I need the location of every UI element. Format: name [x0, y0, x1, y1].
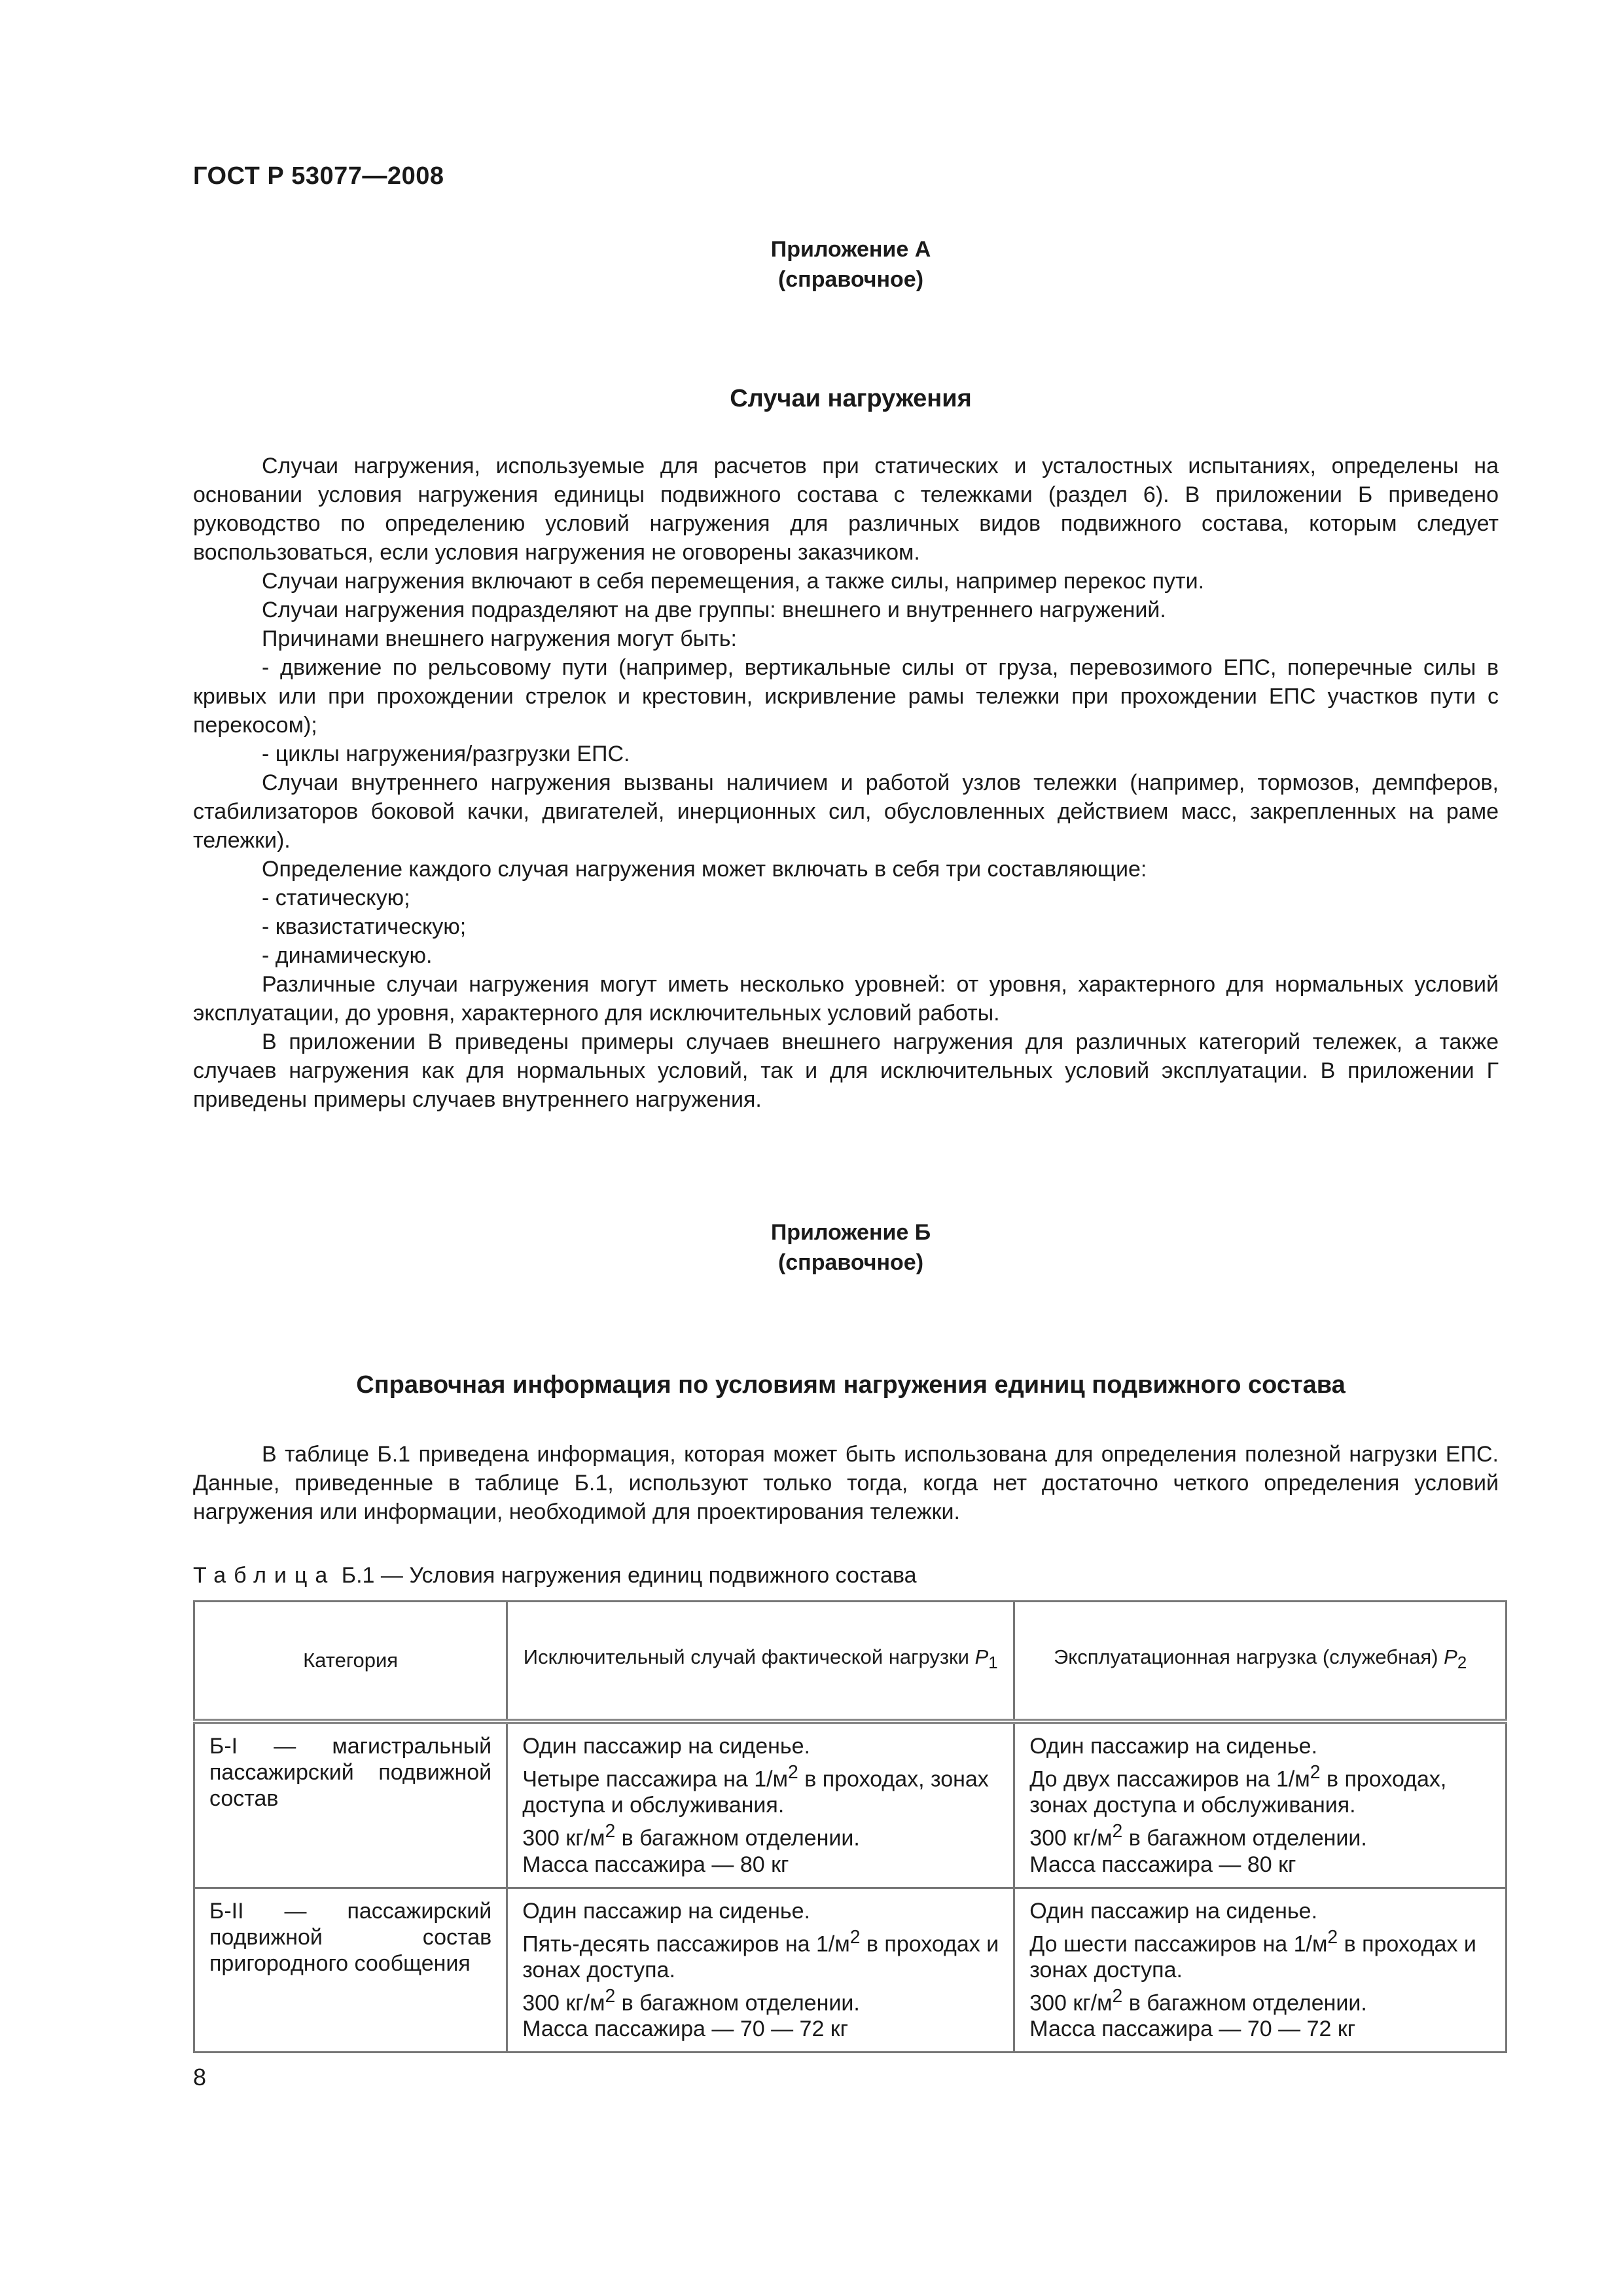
cell-text: в проходах, зонах доступа и обслуживания.	[1029, 1767, 1447, 1818]
cell-p2	[1014, 1888, 1507, 2053]
appendix-a-body	[193, 452, 1499, 1114]
header-p1-symbol: P	[974, 1645, 989, 1669]
cell-line	[522, 1759, 999, 1818]
cell-text: 300 кг/м	[1029, 1825, 1113, 1851]
paragraph: Случаи нагружения подразделяют на две группы: внешнего и внутреннего нагружений.	[262, 598, 1166, 622]
cell-text: 300 кг/м	[522, 1825, 605, 1851]
paragraph: Различные случаи нагружения могут иметь несколько уровней: от уровня, характерного для нормальных условий эксплуатации, до уровня, характерного для исключительных условий работы.	[193, 972, 1499, 1026]
appendix-a-heading-block	[0, 234, 1623, 295]
cell-line: Масса пассажира — 70 — 72 кг	[522, 2017, 849, 2042]
list-item: - динамическую.	[262, 943, 433, 968]
list-item: - движение по рельсовому пути (например, вертикальные силы от груза, перевозимого ЕПС, поперечные силы в кривых или при прохождении стрелок и крестовин, искривление рамы тележки при прохождении ЕПС участков пути с перекосом);	[193, 655, 1499, 738]
superscript: 2	[1112, 1821, 1123, 1842]
cell-line	[1029, 1759, 1491, 1818]
paragraph: Причинами внешнего нагружения могут быть:	[262, 626, 737, 651]
appendix-b-subtitle: (справочное)	[777, 1250, 924, 1275]
appendix-a-section-title-block	[0, 385, 1623, 413]
cell-line	[1029, 1924, 1491, 1983]
appendix-b-title: Приложение Б	[770, 1220, 931, 1245]
table-caption-text: Б.1 — Условия нагружения единиц подвижного состава	[341, 1563, 917, 1588]
cell-text: в проходах, зонах доступа и обслуживания.	[522, 1767, 989, 1818]
cell-text: 300 кг/м	[522, 1990, 605, 2016]
header-p2	[1014, 1602, 1507, 1722]
superscript: 2	[605, 1985, 616, 2007]
cell-p1	[507, 1721, 1014, 1888]
header-p2-symbol: P	[1444, 1645, 1457, 1669]
table-caption-label: Таблица	[193, 1563, 336, 1588]
cell-text: 300 кг/м	[1029, 1990, 1113, 2016]
table-row	[194, 1888, 1507, 2053]
header-p2-text: Эксплуатационная нагрузка (служебная)	[1054, 1645, 1438, 1669]
superscript: 2	[849, 1926, 861, 1948]
cell-line: Один пассажир на сиденье.	[522, 1898, 810, 1924]
cell-line	[1029, 1818, 1491, 1851]
paragraph: Случаи нагружения, используемые для расчетов при статических и усталостных испытаниях, определены на основании условия нагружения единицы подвижного состава с тележками (раздел 6). В приложении Б приведено руководство по определению условий нагружения для различных видов подвижного состава, которым следует воспользоваться, если условия нагружения не оговорены заказчиком.	[193, 454, 1499, 565]
appendix-b-body	[193, 1440, 1499, 1526]
cell-p1	[507, 1888, 1014, 2053]
appendix-b-section-title: Справочная информация по условиям нагружения единиц подвижного состава	[356, 1371, 1346, 1399]
appendix-a-subtitle: (справочное)	[777, 267, 924, 292]
cell-text: Пять-десять пассажиров на 1/м	[522, 1931, 850, 1956]
cell-line: Масса пассажира — 80 кг	[522, 1852, 789, 1877]
header-p1	[507, 1602, 1014, 1722]
cell-line: Один пассажир на сиденье.	[1029, 1898, 1318, 1924]
cell-p2	[1014, 1721, 1507, 1888]
cell-line	[522, 1818, 999, 1851]
cell-text: в багажном отделении.	[1122, 1825, 1367, 1851]
header-category: Категория	[194, 1602, 507, 1722]
cell-line	[522, 1983, 999, 2016]
cell-text: в багажном отделении.	[615, 1990, 860, 2016]
appendix-a-title: Приложение А	[770, 237, 931, 262]
cell-line: Масса пассажира — 80 кг	[1029, 1852, 1296, 1877]
table-caption	[193, 1563, 917, 1588]
appendix-b-section-title-block	[0, 1371, 1623, 1399]
paragraph: Определение каждого случая нагружения может включать в себя три составляющие:	[262, 857, 1147, 882]
table-header-row	[194, 1602, 1507, 1722]
cell-text: в багажном отделении.	[1122, 1990, 1367, 2016]
page-number: 8	[193, 2064, 207, 2090]
paragraph: В приложении В приведены примеры случаев внешнего нагружения для различных категорий тележек, а также случаев нагружения как для нормальных условий, так и для исключительных условий эксплуатации. В приложении Г приведены примеры случаев внутреннего нагружения.	[193, 1030, 1499, 1112]
paragraph: В таблице Б.1 приведена информация, которая может быть использована для определения полезной нагрузки ЕПС. Данные, приведенные в таблице Б.1, используют только тогда, когда нет достаточно четкого определения условий нагружения или информации, необходимой для проектирования тележки.	[193, 1442, 1499, 1524]
superscript: 2	[1327, 1926, 1338, 1948]
superscript: 2	[605, 1821, 616, 1842]
load-conditions-table	[193, 1600, 1507, 2053]
cell-text: До двух пассажиров на 1/м	[1029, 1767, 1310, 1792]
cell-category: Б-I — магистральный пассажирский подвижной состав	[194, 1721, 507, 1888]
header-p2-subscript: 2	[1457, 1654, 1467, 1673]
paragraph: Случаи нагружения включают в себя перемещения, а также силы, например перекос пути.	[262, 569, 1205, 594]
list-item: - статическую;	[262, 886, 410, 910]
document-header: ГОСТ Р 53077—2008	[193, 162, 444, 190]
cell-text: в проходах и зонах доступа.	[1029, 1931, 1476, 1982]
cell-line	[1029, 1983, 1491, 2016]
superscript: 2	[788, 1762, 798, 1783]
paragraph: Случаи внутреннего нагружения вызваны наличием и работой узлов тележки (например, тормозов, демпферов, стабилизаторов боковой качки, двигателей, инерционных сил, обусловленных действием масс, закрепленных на раме тележки).	[193, 770, 1499, 853]
cell-line: Масса пассажира — 70 — 72 кг	[1029, 2017, 1356, 2042]
cell-category: Б-II — пассажирский подвижной состав пригородного сообщения	[194, 1888, 507, 2053]
cell-text: До шести пассажиров на 1/м	[1029, 1931, 1328, 1956]
superscript: 2	[1310, 1762, 1321, 1783]
list-item: - циклы нагружения/разгрузки ЕПС.	[262, 742, 630, 766]
cell-text: Четыре пассажира на 1/м	[522, 1767, 788, 1792]
cell-text: в проходах и зонах доступа.	[522, 1931, 999, 1982]
header-p1-subscript: 1	[988, 1654, 998, 1673]
cell-line: Один пассажир на сиденье.	[1029, 1734, 1318, 1759]
table-row	[194, 1721, 1507, 1888]
list-item: - квазистатическую;	[262, 914, 467, 939]
cell-line: Один пассажир на сиденье.	[522, 1734, 810, 1759]
superscript: 2	[1112, 1985, 1123, 2007]
appendix-a-section-title: Случаи нагружения	[730, 385, 972, 412]
cell-text: в багажном отделении.	[615, 1825, 860, 1851]
cell-line	[522, 1924, 999, 1983]
header-p1-text: Исключительный случай фактической нагрузки	[523, 1645, 969, 1669]
appendix-b-heading-block	[0, 1217, 1623, 1278]
